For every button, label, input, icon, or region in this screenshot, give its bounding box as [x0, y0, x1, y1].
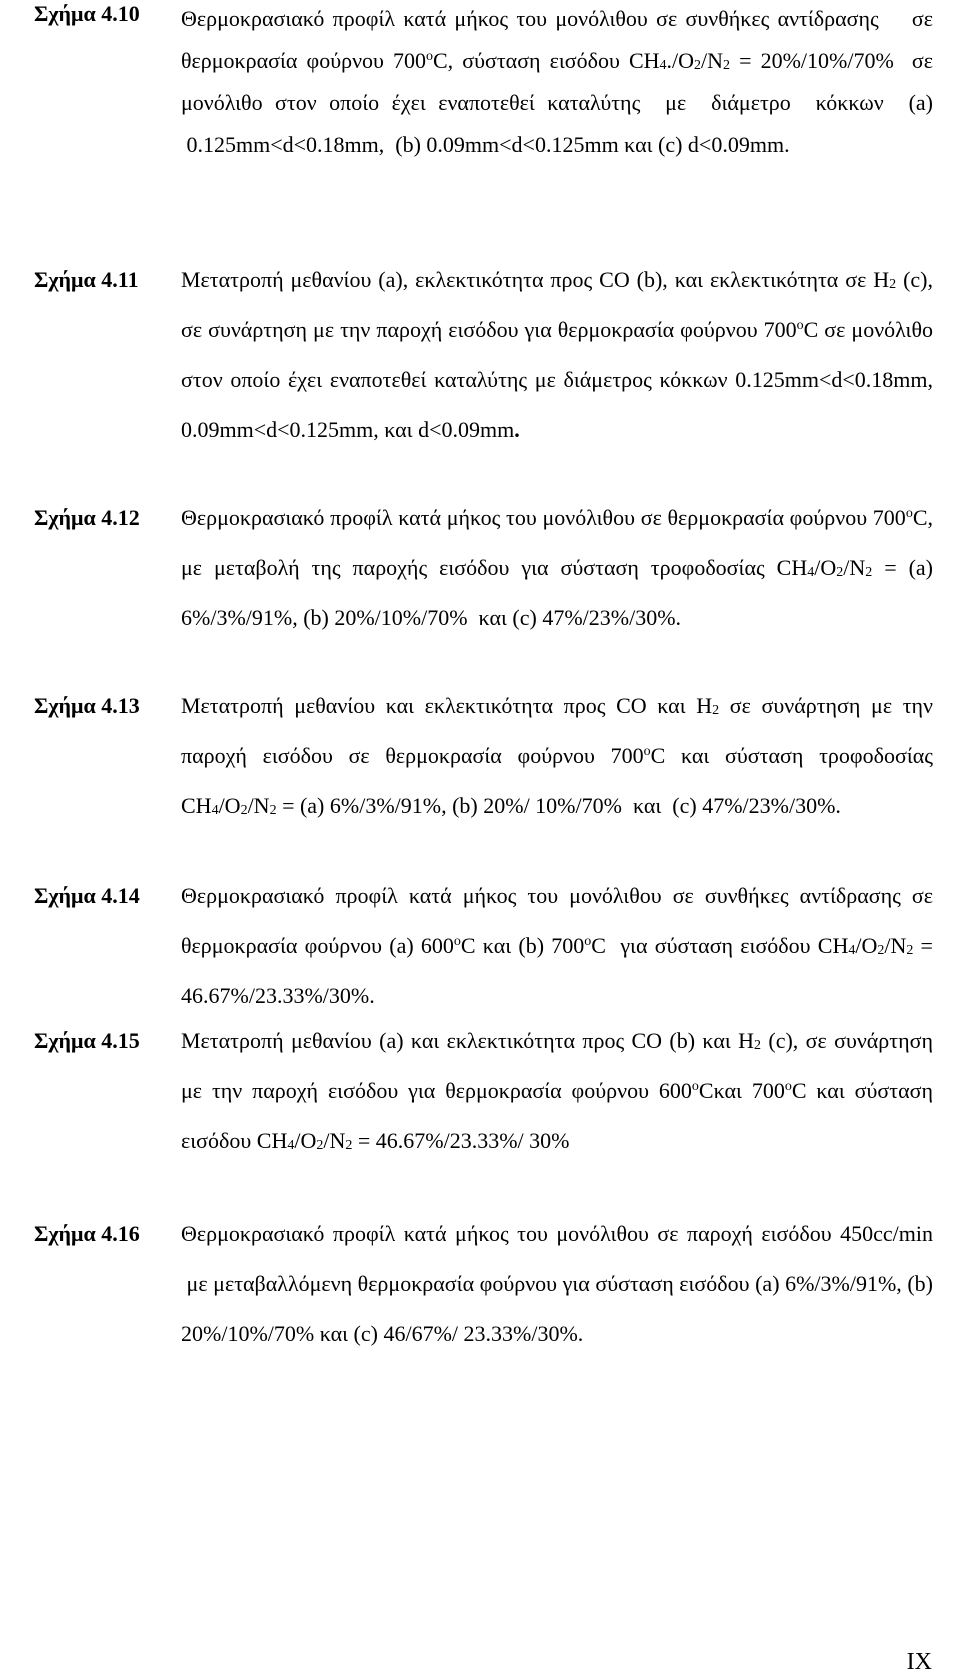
figure-caption: Θερμοκρασιακό προφίλ κατά μήκος του μονόλιθου σε συνθήκες αντίδρασης σε θερμοκρασία φούρνου (a) 600$^o$C και (b) 700$^o$C για σύσταση εισόδου $CH_4/O_2/N_2 = 46.67\%/23.33\%/30\%$.	[181, 883, 933, 1008]
figure-caption: Μετατροπή μεθανίου (a), εκλεκτικότητα προς CO (b), και εκλεκτικότητα σε $H_2$ (c), σε συνάρτηση με την παροχή εισόδου για θερμοκρασία φούρνου 700$^o$C σε μονόλιθο στον οποίο έχει εναποτεθεί καταλύτης με διάμετρος κόκκων 0.125mm<d<0.18mm, 0.09mm<d<0.125mm, και d<0.09mm.	[181, 267, 933, 442]
figure-caption: Θερμοκρασιακό προφίλ κατά μήκος του μονόλιθου σε συνθήκες αντίδρασης σε θερμοκρασία φούρνου 700$^o$C, σύσταση εισόδου $CH_4./O_2/N_2 = 20\%/10\%/70\%$ σε μονόλιθο στον οποίο έχει εναποτεθεί καταλύτης με διάμετρο κόκκων (a) 0.125mm<d<0.18mm, (b) 0.09mm<d<0.125mm και (c) d<0.09mm.	[181, 6, 933, 157]
figure-label: Σχήμα 4.14	[34, 883, 140, 908]
figure-label: Σχήμα 4.16	[34, 1221, 140, 1246]
figure-caption: Θερμοκρασιακό προφίλ κατά μήκος του μονόλιθου σε θερμοκρασία φούρνου 700$^o$C, με μεταβολή της παροχής εισόδου για σύσταση τροφοδοσίας $CH_4/O_2/N_2 = (a)$ 6%/3%/91%, (b) 20%/10%/70% και (c) 47%/23%/30%.	[181, 505, 933, 630]
figure-label: Σχήμα 4.13	[34, 693, 140, 718]
figure-label: Σχήμα 4.10	[34, 1, 140, 26]
figure-label: Σχήμα 4.12	[34, 505, 140, 530]
figure-label: Σχήμα 4.11	[34, 267, 139, 292]
figure-caption: Μετατροπή μεθανίου (a) και εκλεκτικότητα προς CO (b) και $H_2$ (c), σε συνάρτηση με την παροχή εισόδου για θερμοκρασία φούρνου 600$^o$Cκαι 700$^o$C και σύσταση εισόδου $CH_4/O_2/N_2 = 46.67\%/23.33\%/$ 30%	[181, 1028, 934, 1153]
figure-caption: Μετατροπή μεθανίου και εκλεκτικότητα προς CO και $H_2$ σε συνάρτηση με την παροχή εισόδου σε θερμοκρασία φούρνου 700$^o$C και σύσταση τροφοδοσίας $CH_4/O_2/N_2 = (a)$ 6%/3%/91%, (b) 20%/ 10%/70% και (c) 47%/23%/30%.	[181, 693, 933, 818]
figure-caption: Θερμοκρασιακό προφίλ κατά μήκος του μονόλιθου σε παροχή εισόδου 450cc/min με μεταβαλλόμενη θερμοκρασία φούρνου για σύσταση εισόδου (a) 6%/3%/91%, (b) 20%/10%/70% και (c) 46/67%/ 23.33%/30%.	[181, 1221, 933, 1346]
page-number: IX	[906, 1649, 932, 1675]
figure-label: Σχήμα 4.15	[34, 1028, 140, 1053]
